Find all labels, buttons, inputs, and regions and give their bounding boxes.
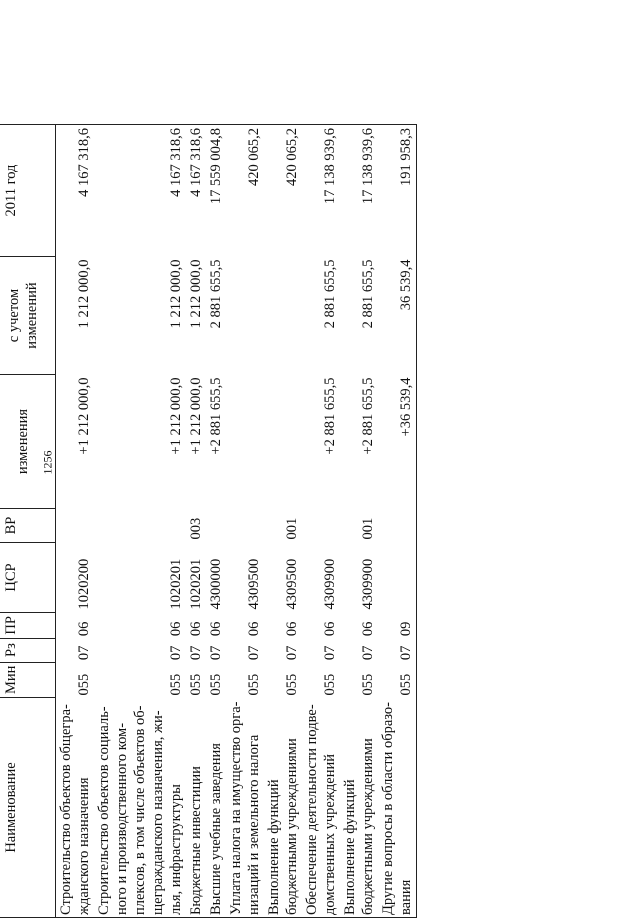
table-row bbox=[226, 125, 264, 918]
header-vr: ВР bbox=[0, 509, 56, 543]
cell-rz: 07 bbox=[322, 645, 338, 661]
cell-rz: 07 bbox=[360, 645, 376, 661]
cell-changes: +2 881 655,5 bbox=[322, 377, 338, 455]
cell-vr: 003 bbox=[188, 517, 204, 540]
table-row bbox=[94, 125, 186, 918]
table-row bbox=[264, 125, 302, 918]
cell-with-changes: 1 212 000,0 bbox=[188, 259, 204, 329]
cell-vr bbox=[226, 509, 264, 543]
cell-with-changes bbox=[226, 257, 264, 375]
cell-y2011: 191 958,3 bbox=[378, 125, 417, 257]
cell-vr bbox=[302, 509, 340, 543]
cell-rz: 07 bbox=[378, 638, 417, 662]
cell-y2011: 4 167 318,6 bbox=[56, 125, 95, 257]
cell-pr: 06 bbox=[208, 621, 224, 637]
cell-csr: 1020200 bbox=[76, 558, 92, 610]
cell-csr: 1020201 bbox=[168, 558, 184, 610]
cell-name: Обеспечение деятельности подве-домственных учреждений bbox=[302, 698, 340, 918]
cell-changes: +1 212 000,0 bbox=[168, 377, 184, 455]
cell-min: 055 bbox=[378, 662, 417, 697]
cell-with-changes: 1 212 000,0 bbox=[76, 259, 92, 329]
table-row bbox=[302, 125, 340, 918]
cell-rz: 07 bbox=[188, 645, 204, 661]
cell-csr: 4309900 bbox=[322, 558, 338, 610]
cell-min: 055 bbox=[168, 673, 184, 696]
table-row bbox=[378, 125, 417, 918]
cell-changes bbox=[226, 375, 264, 509]
cell-name: Высшие учебные заведения bbox=[206, 698, 226, 918]
cell-y2011: 4 167 318,6 bbox=[94, 125, 186, 257]
cell-min: 055 bbox=[208, 673, 224, 696]
cell-rz: 07 bbox=[168, 645, 184, 661]
cell-changes bbox=[264, 375, 302, 509]
cell-pr: 06 bbox=[246, 621, 262, 637]
cell-name: Уплата налога на имущество орга-низаций и земельного налога bbox=[226, 698, 264, 918]
cell-pr: 06 bbox=[322, 621, 338, 637]
cell-name: Бюджетные инвестиции bbox=[186, 698, 206, 918]
cell-vr bbox=[94, 509, 186, 543]
cell-csr: 1020201 bbox=[188, 558, 204, 610]
cell-with-changes: 36 539,4 bbox=[378, 257, 417, 375]
cell-changes: +1 212 000,0 bbox=[76, 377, 92, 455]
header-rz: Рз bbox=[0, 638, 56, 662]
header-name: Наименование bbox=[0, 698, 56, 918]
cell-y2011: 4 167 318,6 bbox=[186, 125, 206, 257]
cell-name: Выполнение функций бюджетными учреждениями bbox=[264, 698, 302, 918]
table-row bbox=[340, 125, 378, 918]
cell-changes: +2 881 655,5 bbox=[360, 377, 376, 455]
cell-with-changes: 2 881 655,5 bbox=[360, 259, 376, 329]
rotated-page-content bbox=[0, 118, 414, 918]
cell-vr bbox=[206, 509, 226, 543]
cell-vr bbox=[56, 509, 95, 543]
cell-min: 055 bbox=[322, 673, 338, 696]
cell-min: 055 bbox=[246, 673, 262, 696]
table-row bbox=[186, 125, 206, 918]
table-body bbox=[56, 125, 417, 918]
cell-name: Другие вопросы в области образо-вания bbox=[378, 698, 417, 918]
cell-y2011: 17 138 939,6 bbox=[340, 125, 378, 257]
cell-pr: 09 bbox=[378, 613, 417, 639]
cell-changes: +36 539,4 bbox=[378, 375, 417, 509]
cell-name: Выполнение функций бюджетными учреждениями bbox=[340, 698, 378, 918]
cell-vr bbox=[378, 509, 417, 543]
cell-with-changes: 2 881 655,5 bbox=[322, 259, 338, 329]
cell-rz: 07 bbox=[246, 645, 262, 661]
cell-rz: 07 bbox=[208, 645, 224, 661]
cell-with-changes: 2 881 655,5 bbox=[208, 259, 224, 329]
table-row bbox=[206, 125, 226, 918]
cell-min: 055 bbox=[360, 673, 376, 696]
header-csr: ЦСР bbox=[0, 543, 56, 613]
cell-changes: +1 212 000,0 bbox=[188, 377, 204, 455]
cell-min: 055 bbox=[284, 673, 300, 696]
cell-csr: 4309500 bbox=[284, 558, 300, 610]
header-year-2011: 2011 год bbox=[0, 125, 56, 257]
cell-pr: 06 bbox=[76, 621, 92, 637]
cell-y2011: 17 138 939,6 bbox=[302, 125, 340, 257]
cell-csr bbox=[378, 543, 417, 613]
cell-csr: 4309900 bbox=[360, 558, 376, 610]
cell-y2011: 420 065,2 bbox=[226, 125, 264, 257]
cell-csr: 4309500 bbox=[246, 558, 262, 610]
cell-name: Строительство объектов общегра-жданского назначения bbox=[56, 698, 95, 918]
header-pr: ПР bbox=[0, 613, 56, 639]
budget-table bbox=[0, 124, 417, 918]
cell-changes: +2 881 655,5 bbox=[208, 377, 224, 455]
cell-y2011: 420 065,2 bbox=[264, 125, 302, 257]
cell-name: Строительство объектов социаль-ного и производственного ком-плексов, в том числе объектов об-щегражданского назначения, жи-лья, инфраструктуры bbox=[94, 698, 186, 918]
cell-rz: 07 bbox=[76, 645, 92, 661]
cell-pr: 06 bbox=[360, 621, 376, 637]
cell-vr: 001 bbox=[360, 517, 376, 540]
table-row bbox=[56, 125, 95, 918]
header-changes: изменения bbox=[0, 375, 56, 509]
cell-rz: 07 bbox=[284, 645, 300, 661]
cell-with-changes: 1 212 000,0 bbox=[168, 259, 184, 329]
header-with-changes: с учетом изменений bbox=[0, 257, 56, 375]
cell-min: 055 bbox=[188, 673, 204, 696]
cell-min: 055 bbox=[76, 673, 92, 696]
cell-csr: 4300000 bbox=[208, 558, 224, 610]
cell-y2011: 17 559 004,8 bbox=[206, 125, 226, 257]
cell-pr: 06 bbox=[284, 621, 300, 637]
cell-with-changes bbox=[264, 257, 302, 375]
cell-vr: 001 bbox=[284, 517, 300, 540]
header-min: Мин bbox=[0, 662, 56, 697]
cell-pr: 06 bbox=[188, 621, 204, 637]
cell-pr: 06 bbox=[168, 621, 184, 637]
page-number: 1256 bbox=[40, 450, 55, 475]
